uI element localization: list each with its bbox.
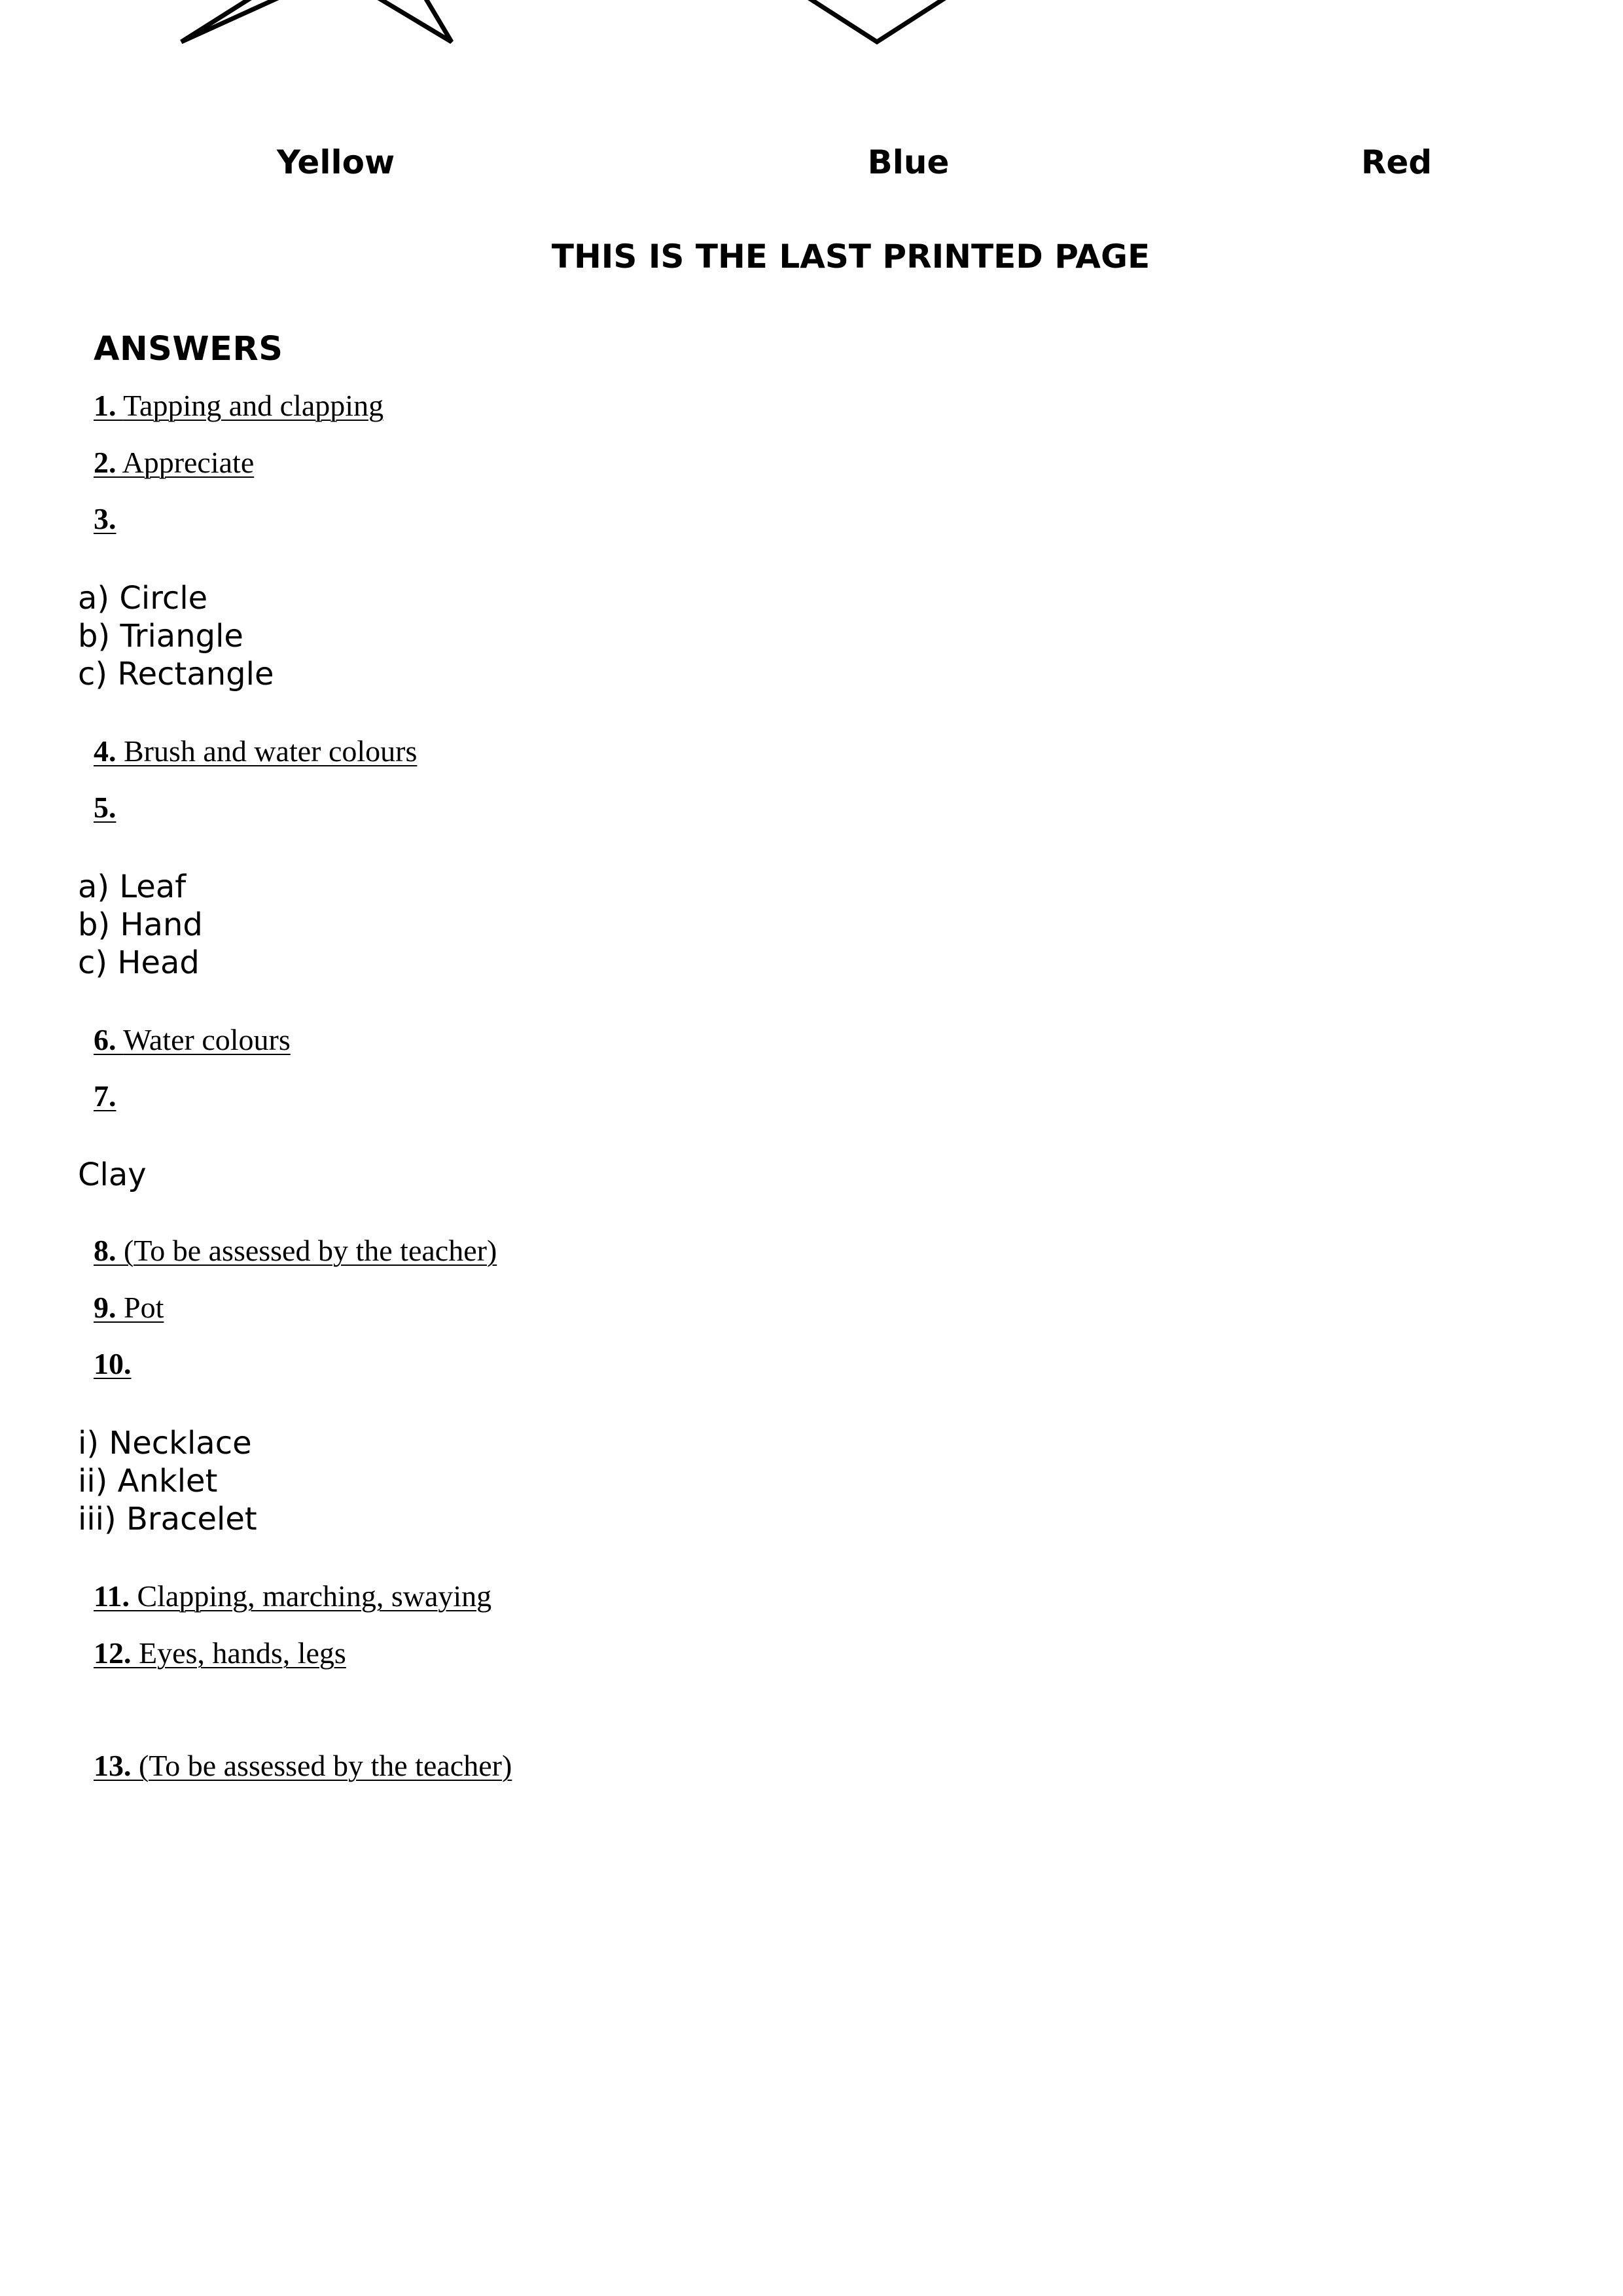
answer-text: Clapping, marching, swaying (137, 1579, 492, 1613)
answer-1 (94, 386, 383, 425)
pentagon-shape-outline (802, 0, 952, 42)
answer-number: 3. (94, 502, 116, 535)
answer-text: Appreciate (122, 446, 255, 479)
answer-7 (94, 1077, 116, 1116)
color-label-red: Red (1361, 143, 1433, 181)
color-label-yellow: Yellow (276, 143, 395, 181)
answer-12 (94, 1634, 346, 1673)
answer-number: 13. (94, 1749, 132, 1782)
answer-9 (94, 1288, 164, 1327)
star-shape-outline (181, 0, 302, 42)
answer-text: Eyes, hands, legs (139, 1636, 346, 1670)
list-item: ii) Anklet (78, 1463, 218, 1499)
star-shape-outline-right (360, 0, 452, 42)
answer-5 (94, 788, 116, 827)
answer-8 (94, 1231, 497, 1270)
answer-13 (94, 1746, 512, 1785)
answer-number: 9. (94, 1291, 116, 1324)
answer-number: 1. (94, 389, 116, 422)
answer-text: Water colours (123, 1023, 291, 1056)
answer-number: 8. (94, 1234, 116, 1267)
answers-heading: ANSWERS (94, 330, 283, 368)
answer-11 (94, 1577, 491, 1616)
answer-10 (94, 1344, 132, 1384)
last-page-notice: THIS IS THE LAST PRINTED PAGE (551, 238, 1150, 276)
list-item: b) Hand (78, 906, 203, 943)
list-item: a) Circle (78, 580, 208, 617)
answer-6 (94, 1020, 291, 1060)
list-item: c) Rectangle (78, 656, 274, 692)
list-item: iii) Bracelet (78, 1501, 257, 1537)
list-item: a) Leaf (78, 869, 187, 905)
answer-5-list (78, 868, 203, 982)
answer-text: Brush and water colours (124, 734, 418, 768)
answer-7-list (78, 1156, 147, 1194)
answer-number: 5. (94, 791, 116, 824)
answer-text: (To be assessed by the teacher) (139, 1749, 512, 1782)
answer-4 (94, 732, 417, 771)
list-item: b) Triangle (78, 618, 243, 655)
answer-number: 12. (94, 1636, 132, 1670)
list-item: i) Necklace (78, 1425, 252, 1462)
answer-text: (To be assessed by the teacher) (124, 1234, 497, 1267)
answer-number: 10. (94, 1347, 132, 1380)
answer-number: 2. (94, 446, 116, 479)
answer-number: 11. (94, 1579, 130, 1613)
answer-3 (94, 499, 116, 539)
list-item: Clay (78, 1157, 147, 1193)
answer-10-list (78, 1424, 257, 1538)
answer-text: Pot (124, 1291, 164, 1324)
list-item: c) Head (78, 944, 200, 981)
answer-2 (94, 443, 254, 482)
color-label-blue: Blue (867, 143, 950, 181)
answer-number: 7. (94, 1079, 116, 1113)
answer-text: Tapping and clapping (123, 389, 384, 422)
answer-number: 4. (94, 734, 116, 768)
shape-outlines (0, 0, 1623, 52)
answer-3-list (78, 579, 274, 693)
answer-number: 6. (94, 1023, 116, 1056)
